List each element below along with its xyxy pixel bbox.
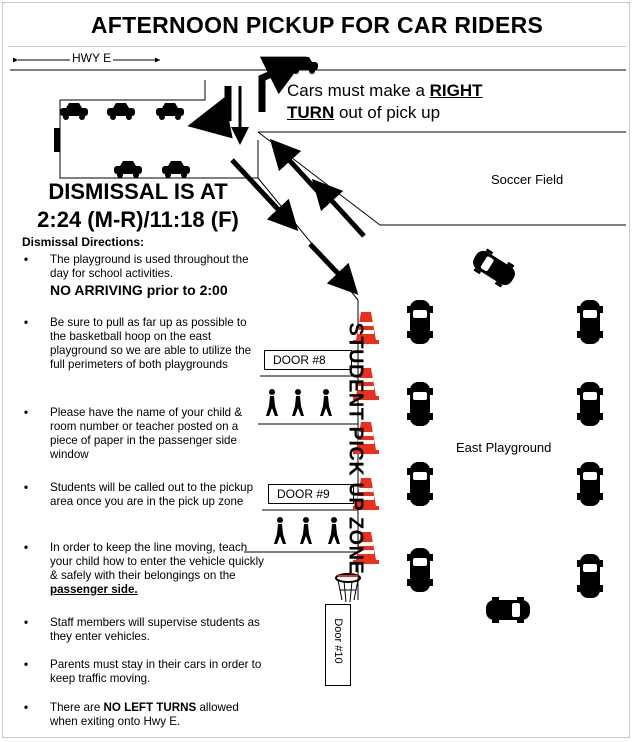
direction-text: Parents must stay in their cars in order to keep traffic moving.	[50, 658, 262, 685]
turn-note-right: RIGHT	[429, 81, 483, 100]
door-10-label	[325, 604, 351, 686]
direction-emphasis: NO ARRIVING prior to 2:00	[50, 282, 228, 298]
direction-text: In order to keep the line moving, teach your child how to enter the vehicle quickly & safely with their belongings on the	[50, 541, 264, 582]
bullet: •	[24, 406, 29, 419]
bullet: •	[24, 481, 29, 494]
directions-title: Dismissal Directions:	[22, 235, 145, 249]
turn-note-prefix: Cars must make a	[287, 81, 430, 100]
bullet: •	[24, 616, 29, 629]
direction-text: Students will be called out to the pickup area once you are in the pick up zone	[50, 481, 254, 508]
pickup-line-cars	[407, 245, 603, 623]
turn-note-turn: TURN	[287, 103, 335, 122]
bullet: •	[24, 658, 29, 671]
right-turn-note	[287, 80, 483, 124]
turn-note-suffix: out of pick up	[334, 103, 441, 122]
soccer-field-label: Soccer Field	[491, 172, 564, 187]
bullet: •	[24, 253, 29, 266]
direction-underlined: passenger side.	[50, 583, 138, 596]
door-9-label: DOOR #9	[268, 484, 354, 504]
east-playground-label: East Playground	[456, 440, 552, 455]
direction-text: Staff members will supervise students as they enter vehicles.	[50, 616, 260, 643]
direction-text: allowed when exiting onto Hwy E.	[50, 701, 239, 728]
bullet: •	[24, 701, 29, 714]
bullet: •	[24, 541, 29, 554]
direction-strong: NO LEFT TURNS	[103, 701, 197, 714]
dismissal-line-1: DISMISSAL IS AT	[48, 179, 228, 204]
hwy-e-label: HWY E	[72, 51, 112, 65]
dismissal-line-2: 2:24 (M-R)/11:18 (F)	[37, 207, 239, 232]
direction-prefix: There are	[50, 701, 104, 714]
student-pickup-zone-label: STUDENT PICK UP ZONE	[344, 322, 367, 575]
dismissal-time-heading	[18, 178, 258, 234]
bullet: •	[24, 316, 29, 329]
page-title: AFTERNOON PICKUP FOR CAR RIDERS	[90, 12, 544, 38]
parked-cars	[54, 57, 318, 178]
door-8-label: DOOR #8	[264, 350, 352, 370]
door-10-text: Door #10	[332, 618, 344, 664]
walking-students	[266, 389, 340, 544]
direction-text: The playground is used throughout the day for school activities.	[50, 253, 249, 280]
building-lines	[244, 376, 358, 552]
direction-text: Please have the name of your child & room number or teacher posted on a piece of paper in the passenger side window	[50, 406, 243, 461]
direction-text: Be sure to pull as far up as possible to the basketball hoop on the east playground so we are able to utilize the full perimeters of both playgrounds	[50, 316, 252, 371]
